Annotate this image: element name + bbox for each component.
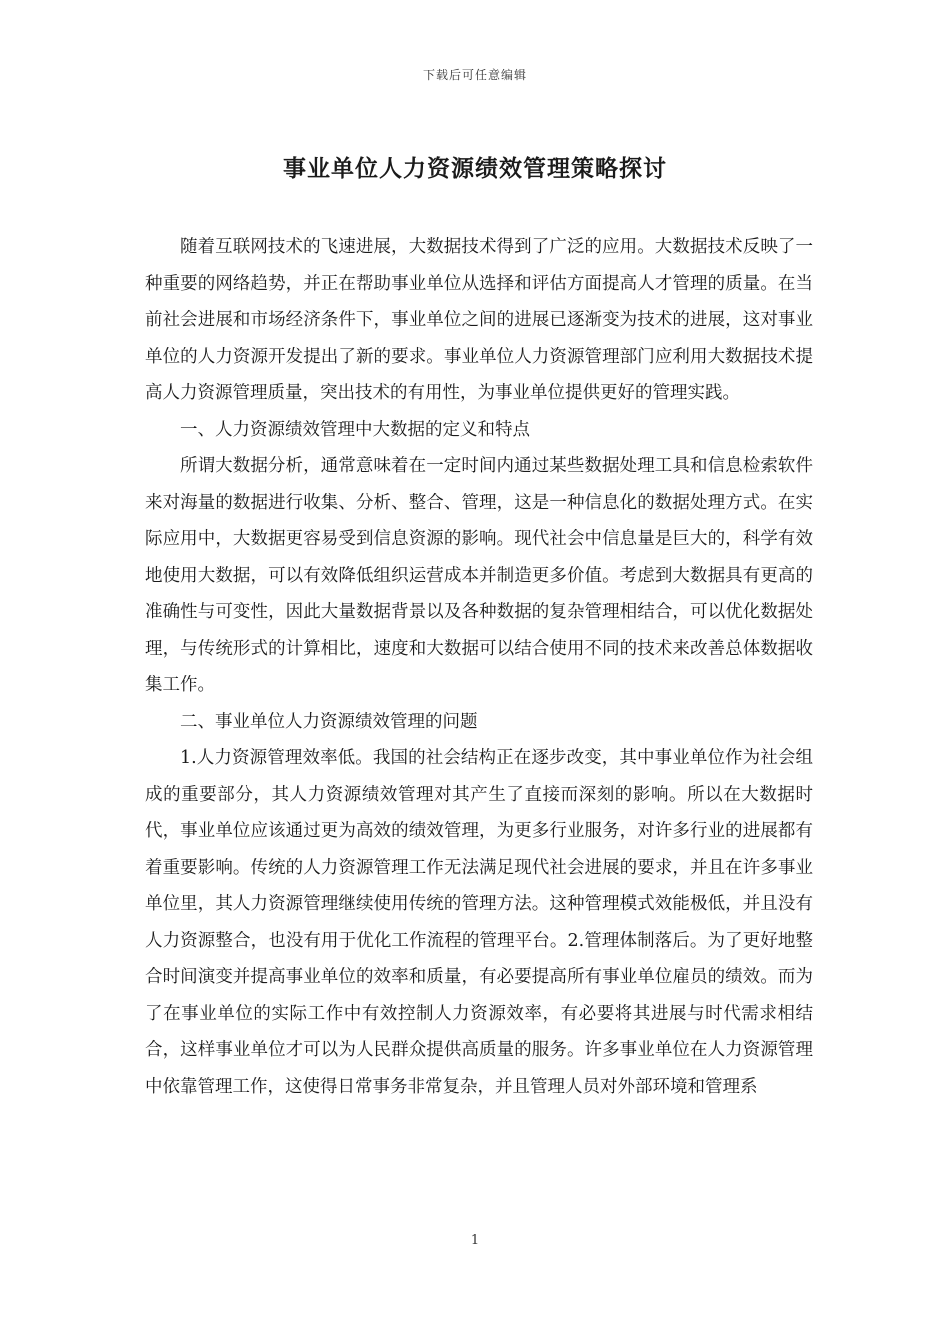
document-body — [145, 229, 813, 1105]
document-title: 事业单位人力资源绩效管理策略探讨 — [283, 155, 667, 182]
paragraph-section-2: 1.人力资源管理效率低。我国的社会结构正在逐步改变，其中事业单位作为社会组成的重要部分，其人力资源绩效管理对其产生了直接而深刻的影响。所以在大数据时代，事业单位应该通过更为高效的绩效管理，为更多行业服务，对许多行业的进展都有着重要影响。传统的人力资源管理工作无法满足现代社会进展的要求，并且在许多事业单位里，其人力资源管理继续使用传统的管理方法。这种管理模式效能极低，并且没有人力资源整合，也没有用于优化工作流程的管理平台。2.管理体制落后。为了更好地整合时间演变并提高事业单位的效率和质量，有必要提高所有事业单位雇员的绩效。而为了在事业单位的实际工作中有效控制人力资源效率，有必要将其进展与时代需求相结合，这样事业单位才可以为人民群众提供高质量的服务。许多事业单位在人力资源管理中依靠管理工作，这使得日常事务非常复杂，并且管理人员对外部环境和管理系 — [145, 748, 813, 1097]
page-number: 1 — [470, 1233, 480, 1248]
header-note: 下载后可任意编辑 — [422, 68, 527, 82]
section-heading-2: 二、事业单位人力资源绩效管理的问题 — [180, 711, 478, 732]
paragraph-intro: 随着互联网技术的飞速进展，大数据技术得到了广泛的应用。大数据技术反映了一种重要的网络趋势，并正在帮助事业单位从选择和评估方面提高人才管理的质量。在当前社会进展和市场经济条件下，事业单位之间的进展已逐渐变为技术的进展，这对事业单位的人力资源开发提出了新的要求。事业单位人力资源管理部门应利用大数据技术提高人力资源管理质量，突出技术的有用性，为事业单位提供更好的管理实践。 — [145, 237, 813, 403]
paragraph-section-1: 所谓大数据分析，通常意味着在一定时间内通过某些数据处理工具和信息检索软件来对海量的数据进行收集、分析、整合、管理，这是一种信息化的数据处理方式。在实际应用中，大数据更容易受到信息资源的影响。现代社会中信息量是巨大的，科学有效地使用大数据，可以有效降低组织运营成本并制造更多价值。考虑到大数据具有更高的准确性与可变性，因此大量数据背景以及各种数据的复杂管理相结合，可以优化数据处理，与传统形式的计算相比，速度和大数据可以结合使用不同的技术来改善总体数据收集工作。 — [145, 456, 813, 695]
section-heading-1: 一、人力资源绩效管理中大数据的定义和特点 — [180, 419, 530, 440]
